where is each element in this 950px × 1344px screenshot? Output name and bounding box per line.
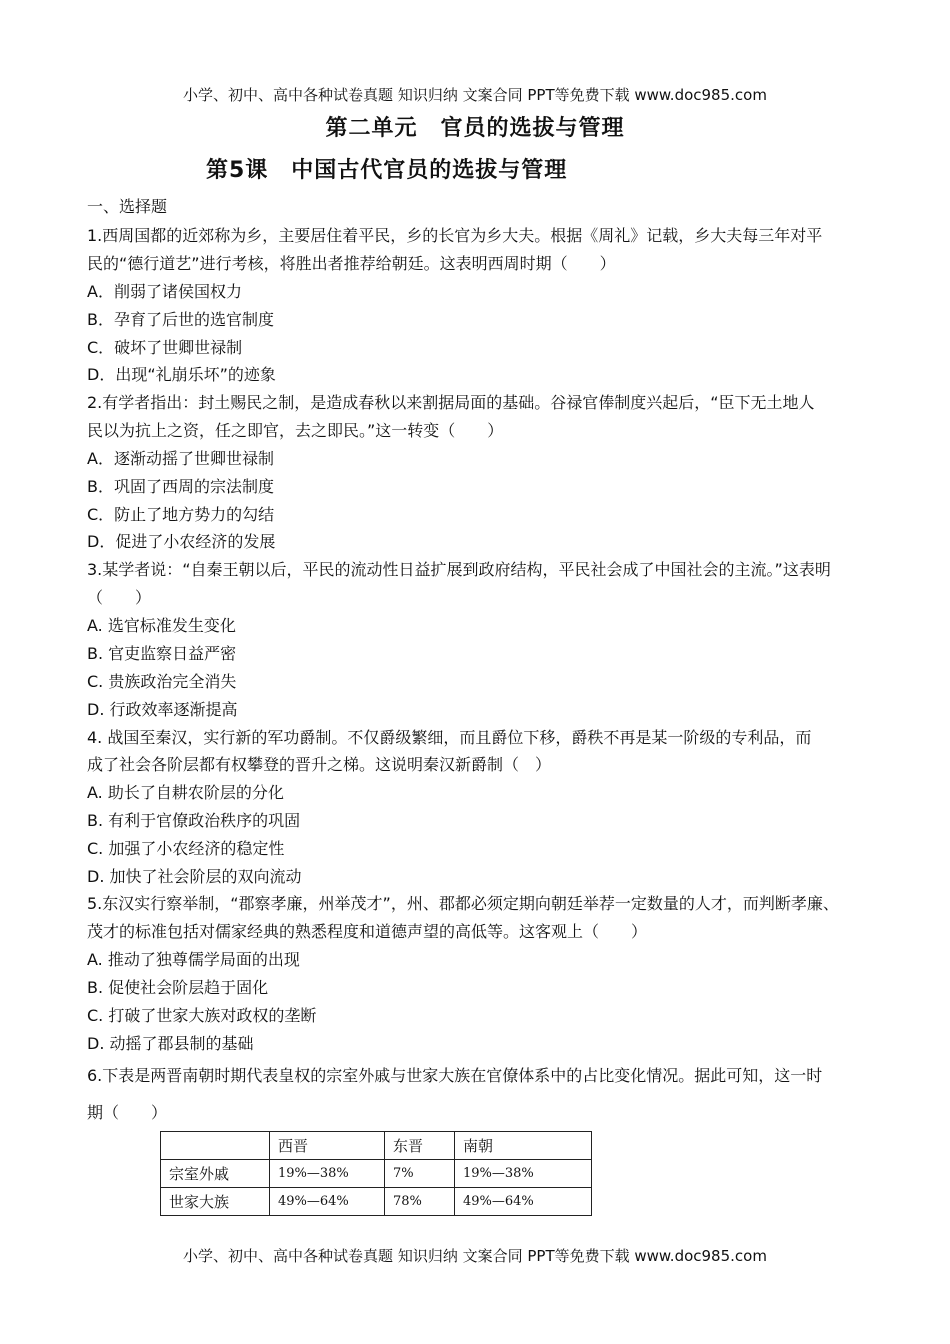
question-2-option-b: B．巩固了西周的宗法制度: [87, 477, 274, 496]
table-cell: 78%: [385, 1188, 455, 1216]
question-5-option-d: D. 动摇了郡县制的基础: [87, 1034, 254, 1053]
question-3-option-d: D. 行政效率逐渐提高: [87, 700, 238, 719]
question-4-option-d: D. 加快了社会阶层的双向流动: [87, 867, 302, 886]
header-banner: 小学、初中、高中各种试卷真题 知识归纳 文案合同 PPT等免费下载 www.doc985.com: [183, 86, 767, 104]
question-5-line-1: 5.东汉实行察举制，“郡察孝廉，州举茂才”，州、郡都必须定期向朝廷举荐一定数量的人才，而判断孝廉、: [87, 894, 839, 913]
table-cell: 49%—64%: [455, 1188, 592, 1216]
question-4-line-2: 成了社会各阶层都有权攀登的晋升之梯。这说明秦汉新爵制（ ）: [87, 755, 552, 774]
question-6-line-2: 期（ ）: [87, 1103, 168, 1122]
table-header-cell: 东晋: [385, 1132, 455, 1160]
table-header-cell: 南朝: [455, 1132, 592, 1160]
table-cell: 49%—64%: [270, 1188, 385, 1216]
table-row: [161, 1160, 592, 1188]
question-3-line-1: 3.某学者说：“自秦王朝以后，平民的流动性日益扩展到政府结构，平民社会成了中国社会的主流。”这表明: [87, 560, 831, 579]
lesson-title: 第5课 中国古代官员的选拔与管理: [206, 158, 568, 183]
table-row: [161, 1188, 592, 1216]
question-5-option-c: C. 打破了世家大族对政权的垄断: [87, 1006, 317, 1025]
question-1-option-d: D．出现“礼崩乐坏”的迹象: [87, 365, 276, 384]
table-header-row: [161, 1132, 592, 1160]
question-5-option-a: A. 推动了独尊儒学局面的出现: [87, 950, 300, 969]
question-3-option-a: A. 选官标准发生变化: [87, 616, 236, 635]
footer-banner: 小学、初中、高中各种试卷真题 知识归纳 文案合同 PPT等免费下载 www.doc985.com: [183, 1247, 767, 1265]
question-1-option-b: B．孕育了后世的选官制度: [87, 310, 274, 329]
question-5-line-2: 茂才的标准包括对儒家经典的熟悉程度和道德声望的高低等。这客观上（ ）: [87, 922, 648, 941]
table-cell: 19%—38%: [270, 1160, 385, 1188]
question-2-line-2: 民以为抗上之资，任之即官，去之即民。”这一转变（ ）: [87, 421, 504, 440]
table-header-cell: 西晋: [270, 1132, 385, 1160]
question-3-line-2: （ ）: [87, 588, 152, 607]
table-cell: 宗室外戚: [161, 1160, 270, 1188]
question-6-line-1: 6.下表是两晋南朝时期代表皇权的宗室外戚与世家大族在官僚体系中的占比变化情况。据此可知，这一时: [87, 1066, 823, 1085]
question-3-option-c: C. 贵族政治完全消失: [87, 672, 237, 691]
table-cell: 7%: [385, 1160, 455, 1188]
question-1-line-2: 民的“德行道艺”进行考核，将胜出者推荐给朝廷。这表明西周时期（ ）: [87, 254, 616, 273]
question-1-option-a: A．削弱了诸侯国权力: [87, 282, 242, 301]
data-table: [160, 1131, 592, 1216]
question-4-line-1: 4. 战国至秦汉，实行新的军功爵制。不仅爵级繁细，而且爵位下移，爵秩不再是某一阶级的专利品，而: [87, 728, 812, 747]
question-2-option-a: A．逐渐动摇了世卿世禄制: [87, 449, 274, 468]
table-header-cell: [161, 1132, 270, 1160]
table-cell: 19%—38%: [455, 1160, 592, 1188]
table-cell: 世家大族: [161, 1188, 270, 1216]
question-4-option-a: A. 助长了自耕农阶层的分化: [87, 783, 284, 802]
question-3-option-b: B. 官吏监察日益严密: [87, 644, 237, 663]
unit-title: 第二单元 官员的选拔与管理: [325, 116, 625, 141]
question-2-line-1: 2.有学者指出：封土赐民之制，是造成春秋以来割据局面的基础。谷禄官俸制度兴起后，“臣下无土地人: [87, 393, 815, 412]
question-2-option-c: C．防止了地方势力的勾结: [87, 505, 275, 524]
question-1-line-1: 1.西周国都的近郊称为乡，主要居住着平民，乡的长官为乡大夫。根据《周礼》记载，乡大夫每三年对平: [87, 226, 823, 245]
question-4-option-b: B. 有利于官僚政治秩序的巩固: [87, 811, 301, 830]
question-2-option-d: D．促进了小农经济的发展: [87, 532, 276, 551]
question-5-option-b: B. 促使社会阶层趋于固化: [87, 978, 269, 997]
section-heading: 一、选择题: [87, 197, 168, 216]
question-4-option-c: C. 加强了小农经济的稳定性: [87, 839, 285, 858]
question-1-option-c: C．破坏了世卿世禄制: [87, 338, 243, 357]
